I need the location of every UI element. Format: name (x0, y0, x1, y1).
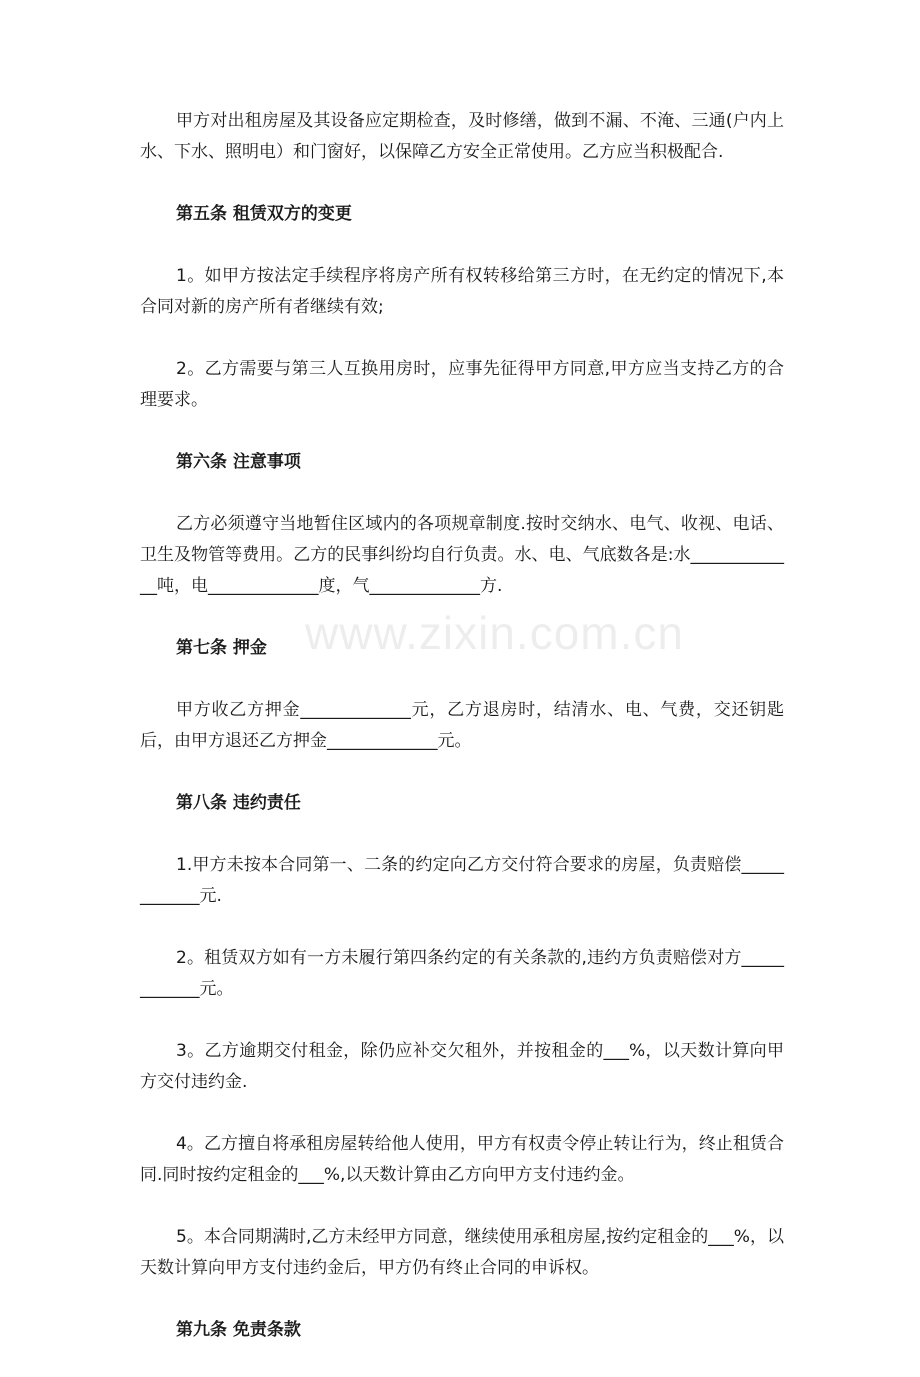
article-5-clause-2: 2。乙方需要与第三人互换用房时，应事先征得甲方同意,甲方应当支持乙方的合理要求。 (140, 359, 784, 410)
article-7-heading: 第七条 押金 (176, 638, 267, 658)
article-8-clause-1: 1.甲方未按本合同第一、二条的约定向乙方交付符合要求的房屋，负责赔偿____________元. (140, 855, 784, 906)
article-6-heading: 第六条 注意事项 (176, 452, 301, 472)
document-page (140, 106, 784, 1377)
paragraph-maintenance: 甲方对出租房屋及其设备应定期检查，及时修缮，做到不漏、不淹、三通(户内上水、下水、照明电）和门窗好，以保障乙方安全正常使用。乙方应当积极配合. (140, 111, 784, 162)
article-8-clause-3: 3。乙方逾期交付租金，除仍应补交欠租外，并按租金的___%，以天数计算向甲方交付违约金. (140, 1041, 784, 1092)
article-8-clause-2: 2。租赁双方如有一方未履行第四条约定的有关条款的,违约方负责赔偿对方____________元。 (140, 948, 784, 999)
article-5-heading: 第五条 租赁双方的变更 (176, 204, 352, 224)
article-8-clause-4: 4。乙方擅自将承租房屋转给他人使用，甲方有权责令停止转让行为，终止租赁合同.同时按约定租金的___%,以天数计算由乙方向甲方支付违约金。 (140, 1134, 784, 1185)
article-7-body: 甲方收乙方押金_____________元，乙方退房时，结清水、电、气费，交还钥匙后，由甲方退还乙方押金_____________元。 (140, 700, 784, 751)
article-8-clause-5: 5。本合同期满时,乙方未经甲方同意，继续使用承租房屋,按约定租金的___%，以天数计算向甲方支付违约金后，甲方仍有终止合同的申诉权。 (140, 1227, 784, 1278)
article-8-heading: 第八条 违约责任 (176, 793, 301, 813)
article-9-heading: 第九条 免责条款 (176, 1320, 301, 1340)
article-5-clause-1: 1。如甲方按法定手续程序将房产所有权转移给第三方时，在无约定的情况下,本合同对新的房产所有者继续有效; (140, 266, 784, 317)
article-6-body: 乙方必须遵守当地暂住区域内的各项规章制度.按时交纳水、电气、收视、电话、卫生及物管等费用。乙方的民事纠纷均自行负责。水、电、气底数各是:水_____________吨，电_____________度，气_____________方. (140, 514, 784, 596)
watermark: www.zixin.com.cn (305, 607, 684, 659)
